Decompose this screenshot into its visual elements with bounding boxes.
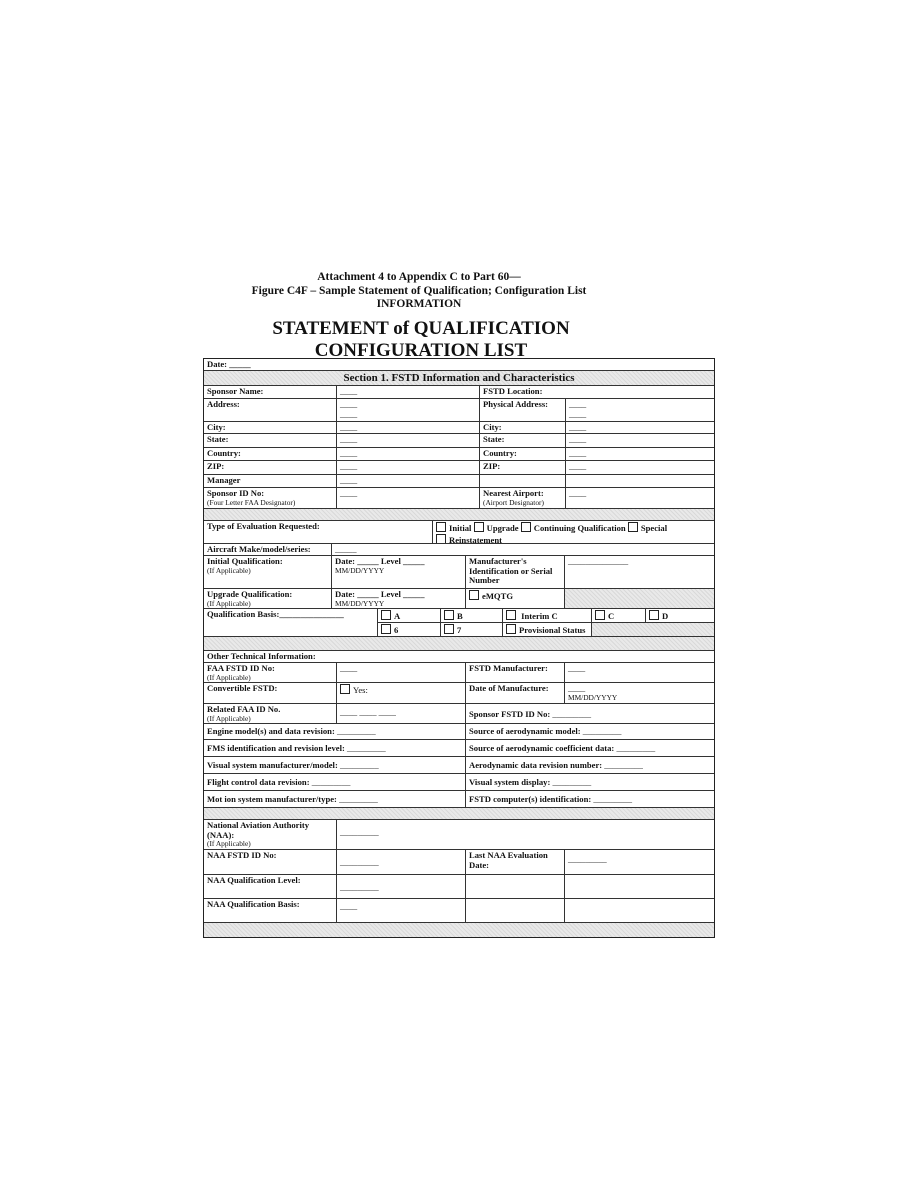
country-value[interactable]: ____	[337, 448, 480, 461]
empty-cell	[466, 875, 565, 899]
zip-label-2: ZIP:	[480, 461, 566, 475]
gray-separator	[204, 637, 714, 651]
reinstatement-label: Reinstatement	[449, 534, 502, 544]
sponsor-id-label	[204, 488, 337, 509]
empty-cell	[565, 899, 714, 923]
faa-fstd-id-value[interactable]: ____	[337, 663, 466, 683]
fms-id-field[interactable]	[204, 740, 466, 757]
initial-checkbox[interactable]	[436, 522, 446, 532]
physical-address-blank-2: ____	[569, 408, 587, 419]
zip-label: ZIP:	[204, 461, 337, 475]
upgrade-qual-note: (If Applicable)	[207, 598, 251, 608]
state-value[interactable]: ____	[337, 434, 480, 448]
yes-label: Yes:	[353, 685, 368, 695]
provisional-label: Provisional Status	[519, 625, 586, 635]
yes-checkbox[interactable]	[340, 684, 350, 694]
naa-note: (If Applicable)	[207, 839, 251, 849]
gray-separator	[204, 808, 714, 820]
aircraft-value[interactable]: _____	[332, 544, 714, 556]
date-field[interactable]: Date: _____	[204, 359, 714, 371]
fms-id-blank: _________	[346, 743, 386, 753]
city-value-2[interactable]: ____	[566, 422, 714, 434]
option-c	[592, 609, 646, 623]
faa-fstd-id-label	[204, 663, 337, 683]
sponsor-fstd-id-label: Sponsor FSTD ID No:	[469, 709, 551, 719]
interim-c-checkbox[interactable]	[506, 610, 516, 620]
c-label: C	[608, 611, 615, 621]
section-1-header: Section 1. FSTD Information and Characteristics	[204, 371, 714, 386]
b-label: B	[457, 611, 463, 621]
option-6	[378, 623, 441, 637]
special-checkbox[interactable]	[628, 522, 638, 532]
physical-address-label: Physical Address:	[480, 399, 566, 422]
c-checkbox[interactable]	[595, 610, 605, 620]
initial-date-level: Date: _____ Level _____	[335, 556, 425, 566]
emqtg-checkbox[interactable]	[469, 590, 479, 600]
engine-model-field[interactable]	[204, 724, 466, 740]
fstd-manufacturer-value[interactable]: ____	[565, 663, 714, 683]
faa-fstd-id-note: (If Applicable)	[207, 672, 251, 682]
other-technical-info-label: Other Technical Information:	[204, 651, 714, 663]
aero-coeff-source-label: Source of aerodynamic coefficient data:	[469, 743, 615, 753]
gray-cell	[592, 623, 714, 637]
gray-separator	[204, 509, 714, 521]
computer-id-label: FSTD computer(s) identification:	[469, 794, 592, 804]
visual-mfr-field[interactable]	[204, 757, 466, 774]
related-faa-id-text: Related FAA ID No.	[207, 704, 281, 714]
interim-c-label: Interim C	[521, 611, 558, 621]
reinstatement-checkbox[interactable]	[436, 534, 446, 544]
convertible-fstd-label: Convertible FSTD:	[204, 683, 337, 704]
motion-mfr-field[interactable]	[204, 791, 466, 808]
aero-coeff-source-field[interactable]	[466, 740, 714, 757]
zip-value[interactable]: ____	[337, 461, 480, 475]
initial-qual-date[interactable]	[332, 556, 466, 589]
computer-id-field[interactable]	[466, 791, 714, 808]
sponsor-name-label: Sponsor Name:	[204, 386, 337, 399]
country-label: Country:	[204, 448, 337, 461]
upgrade-label: Upgrade	[486, 523, 519, 533]
naa-value[interactable]: _________	[337, 820, 714, 850]
visual-display-label: Visual system display:	[469, 777, 551, 787]
sponsor-id-value[interactable]: ____	[337, 488, 480, 509]
address-label: Address:	[204, 399, 337, 422]
city-label: City:	[204, 422, 337, 434]
state-value-2[interactable]: ____	[566, 434, 714, 448]
city-value[interactable]: ____	[337, 422, 480, 434]
continuing-label: Continuing Qualification	[533, 523, 626, 533]
option-provisional	[503, 623, 592, 637]
form-subtitle: CONFIGURATION LIST	[314, 340, 528, 361]
date-of-manufacture-value[interactable]	[565, 683, 714, 704]
flight-control-label: Flight control data revision:	[207, 777, 310, 787]
special-label: Special	[640, 523, 668, 533]
naa-qual-level-value[interactable]: _________	[337, 875, 466, 899]
date-of-manufacture-label: Date of Manufacture:	[466, 683, 565, 704]
6-label: 6	[394, 625, 399, 635]
upgrade-date-level: Date: _____ Level _____	[335, 589, 425, 599]
faa-fstd-id-text: FAA FSTD ID No:	[207, 663, 275, 673]
motion-mfr-blank: _________	[339, 794, 378, 804]
visual-mfr-label: Visual system manufacturer/model:	[207, 760, 338, 770]
naa-qual-basis-value[interactable]: ____	[337, 899, 466, 923]
sponsor-id-note: (Four Letter FAA Designator)	[207, 497, 296, 507]
nearest-airport-label	[480, 488, 566, 509]
aircraft-label: Aircraft Make/model/series:	[204, 544, 332, 556]
naa-label	[204, 820, 337, 850]
manager-label: Manager	[204, 475, 337, 488]
sponsor-fstd-id-field[interactable]	[466, 704, 714, 724]
form-title: STATEMENT of QUALIFICATION	[272, 318, 570, 339]
fstd-manufacturer-label: FSTD Manufacturer:	[466, 663, 565, 683]
motion-mfr-label: Mot ion system manufacturer/type:	[207, 794, 337, 804]
gray-cell	[565, 589, 714, 609]
6-checkbox[interactable]	[381, 624, 391, 634]
aero-revision-field[interactable]	[466, 757, 714, 774]
initial-qual-note: (If Applicable)	[207, 565, 251, 575]
physical-address-blank-1: ____	[569, 399, 587, 409]
flight-control-blank: _________	[311, 777, 351, 787]
naa-qual-basis-label: NAA Qualification Basis:	[204, 899, 337, 923]
empty-cell	[466, 899, 565, 923]
aero-model-source-field[interactable]	[466, 724, 714, 740]
related-faa-id-value[interactable]: ____ ____ ____	[337, 704, 466, 724]
d-checkbox[interactable]	[649, 610, 659, 620]
upgrade-checkbox[interactable]	[474, 522, 484, 532]
country-label-2: Country:	[480, 448, 566, 461]
visual-display-field[interactable]	[466, 774, 714, 791]
manufacturer-id-label: Manufacturer's Identification or Serial Number	[466, 556, 565, 589]
naa-fstd-id-label: NAA FSTD ID No:	[204, 850, 337, 875]
upgrade-date-format: MM/DD/YYYY	[335, 598, 385, 608]
continuing-checkbox[interactable]	[521, 522, 531, 532]
upgrade-qual-text: Upgrade Qualification:	[207, 589, 293, 599]
qual-basis-label: Qualification Basis:_______________	[204, 609, 378, 637]
initial-qual-label	[204, 556, 332, 589]
naa-text: National Aviation Authority (NAA):	[207, 820, 310, 840]
b-checkbox[interactable]	[444, 610, 454, 620]
date-of-manufacture-blank: ____	[568, 683, 586, 693]
sponsor-id-text: Sponsor ID No:	[207, 488, 265, 498]
nearest-airport-note: (Airport Designator)	[483, 497, 544, 507]
empty-cell	[566, 475, 714, 488]
aero-model-source-blank: _________	[582, 726, 622, 736]
7-label: 7	[457, 625, 462, 635]
aero-coeff-source-blank: _________	[616, 743, 656, 753]
gray-footer	[204, 923, 714, 937]
a-checkbox[interactable]	[381, 610, 391, 620]
fstd-location-label: FSTD Location:	[480, 386, 714, 399]
upgrade-qual-date[interactable]	[332, 589, 466, 609]
option-a	[378, 609, 441, 623]
state-label-2: State:	[480, 434, 566, 448]
initial-date-format: MM/DD/YYYY	[335, 565, 385, 575]
naa-fstd-id-value[interactable]: _________	[337, 850, 466, 875]
provisional-checkbox[interactable]	[506, 624, 516, 634]
zip-value-2[interactable]: ____	[566, 461, 714, 475]
nearest-airport-text: Nearest Airport:	[483, 488, 544, 498]
related-faa-id-label	[204, 704, 337, 724]
manufacturer-id-value[interactable]: ______________	[565, 556, 714, 589]
related-faa-id-note: (If Applicable)	[207, 713, 251, 723]
physical-address-value[interactable]	[566, 399, 714, 422]
aero-revision-label: Aerodynamic data revision number:	[469, 760, 603, 770]
emqtg-option	[466, 589, 565, 609]
initial-qual-text: Initial Qualification:	[207, 556, 283, 566]
d-label: D	[662, 611, 669, 621]
option-d	[646, 609, 714, 623]
7-checkbox[interactable]	[444, 624, 454, 634]
header-line-3: INFORMATION	[376, 298, 462, 310]
a-label: A	[394, 611, 401, 621]
sponsor-name-value[interactable]: ____	[337, 386, 480, 399]
last-naa-eval-value[interactable]: _________	[565, 850, 714, 875]
city-label-2: City:	[480, 422, 566, 434]
address-value[interactable]	[337, 399, 480, 422]
evaluation-type-options	[433, 521, 714, 544]
address-blank-2: ____	[340, 408, 358, 419]
upgrade-qual-label	[204, 589, 332, 609]
last-naa-eval-label: Last NAA Evaluation Date:	[466, 850, 565, 875]
visual-mfr-blank: _________	[339, 760, 379, 770]
header-line-2: Figure C4F – Sample Statement of Qualification; Configuration List	[251, 285, 587, 297]
option-interim-c	[503, 609, 592, 623]
date-of-manufacture-format: MM/DD/YYYY	[568, 692, 618, 702]
header-line-1: Attachment 4 to Appendix C to Part 60—	[317, 271, 521, 283]
empty-cell	[480, 475, 566, 488]
configuration-form	[203, 358, 715, 938]
flight-control-field[interactable]	[204, 774, 466, 791]
fms-id-label: FMS identification and revision level:	[207, 743, 345, 753]
address-blank-1: ____	[340, 399, 358, 409]
visual-display-blank: _________	[552, 777, 592, 787]
nearest-airport-value[interactable]: ____	[566, 488, 714, 509]
engine-model-label: Engine model(s) and data revision:	[207, 726, 335, 736]
manager-value[interactable]: ____	[337, 475, 480, 488]
naa-qual-level-label: NAA Qualification Level:	[204, 875, 337, 899]
country-value-2[interactable]: ____	[566, 448, 714, 461]
empty-cell	[565, 875, 714, 899]
initial-label: Initial	[449, 523, 472, 533]
aero-revision-blank: _________	[604, 760, 643, 770]
engine-model-blank: _________	[336, 726, 376, 736]
sponsor-fstd-id-blank: _________	[552, 709, 592, 719]
computer-id-blank: _________	[593, 794, 633, 804]
option-7	[441, 623, 503, 637]
aero-model-source-label: Source of aerodynamic model:	[469, 726, 581, 736]
state-label: State:	[204, 434, 337, 448]
convertible-fstd-value	[337, 683, 466, 704]
emqtg-label: eMQTG	[482, 591, 514, 601]
evaluation-type-label: Type of Evaluation Requested:	[204, 521, 433, 544]
option-b	[441, 609, 503, 623]
